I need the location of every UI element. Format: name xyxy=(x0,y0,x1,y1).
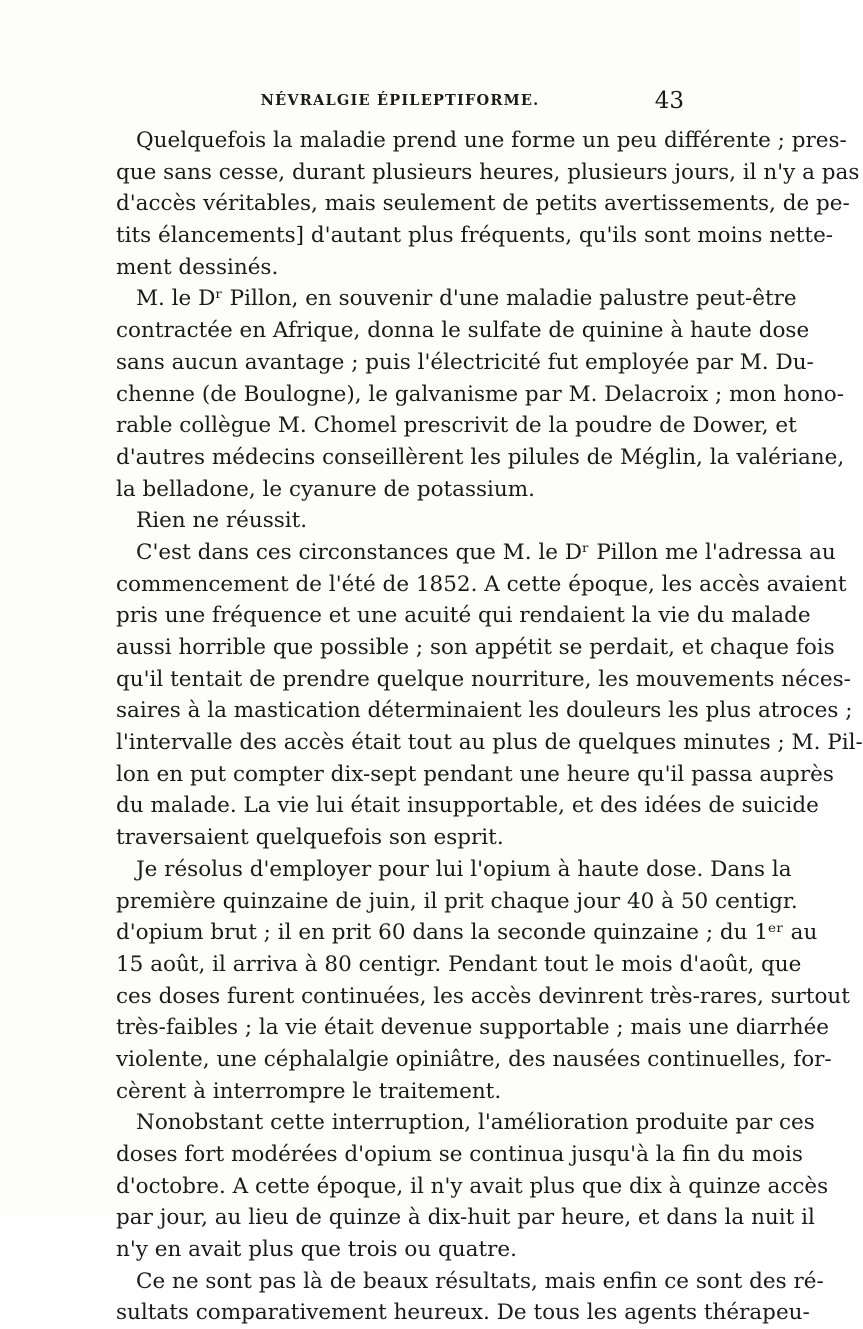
text-line: chenne (de Boulogne), le galvanisme par M. Delacroix ; mon hono- xyxy=(116,381,844,407)
text-line: aussi horrible que possible ; son appétit se perdait, et chaque fois xyxy=(116,635,835,660)
text-line: d'accès véritables, mais seulement de petits avertissements, de pe- xyxy=(116,191,850,217)
text-line: d'opium brut ; il en prit 60 dans la seconde quinzaine ; du 1ᵉʳ au xyxy=(116,920,818,946)
body-text xyxy=(116,125,863,1329)
text-line: Je résolus d'employer pour lui l'opium à haute dose. Dans la xyxy=(136,856,792,882)
text-line: Quelquefois la maladie prend une forme un peu différente ; pres- xyxy=(136,128,847,153)
text-line: sans aucun avantage ; puis l'électricité fut employée par M. Du- xyxy=(116,349,814,375)
text-line: Nonobstant cette interruption, l'amélioration produite par ces xyxy=(136,1110,815,1136)
text-line: par jour, au lieu de quinze à dix-huit par heure, et dans la nuit il xyxy=(116,1205,815,1231)
text-line: tits élancements] d'autant plus fréquents, qu'ils sont moins nette- xyxy=(116,223,834,249)
text-line: contractée en Afrique, donna le sulfate de quinine à haute dose xyxy=(116,318,810,344)
text-line: Rien ne réussit. xyxy=(136,508,308,534)
text-line: Ce ne sont pas là de beaux résultats, mais enfin ce sont des ré- xyxy=(136,1268,824,1294)
text-line: saires à la mastication déterminaient les douleurs les plus atroces ; xyxy=(116,698,853,724)
text-line: commencement de l'été de 1852. A cette époque, les accès avaient xyxy=(116,571,847,597)
text-line: sultats comparativement heureux. De tous les agents thérapeu- xyxy=(116,1300,810,1326)
text-line: n'y en avait plus que trois ou quatre. xyxy=(116,1237,517,1263)
text-line: ces doses furent continuées, les accès devinrent très-rares, surtout xyxy=(116,983,850,1009)
text-line: d'autres médecins conseillèrent les pilules de Méglin, la valériane, xyxy=(116,444,845,470)
text-line: très-faibles ; la vie était devenue supportable ; mais une diarrhée xyxy=(116,1015,830,1041)
text-line: d'octobre. A cette époque, il n'y avait plus que dix à quinze accès xyxy=(116,1173,829,1199)
text-line: violente, une céphalalgie opiniâtre, des nausées continuelles, for- xyxy=(116,1046,832,1072)
text-line: doses fort modérées d'opium se continua jusqu'à la fin du mois xyxy=(116,1142,803,1167)
text-line: 15 août, il arriva à 80 centigr. Pendant tout le mois d'août, que xyxy=(116,951,802,977)
text-line: que sans cesse, durant plusieurs heures, plusieurs jours, il n'y a pas xyxy=(116,159,860,185)
running-head xyxy=(116,88,684,116)
text-line: première quinzaine de juin, il prit chaque jour 40 à 50 centigr. xyxy=(116,888,798,914)
text-line: cèrent à interrompre le traitement. xyxy=(116,1078,502,1104)
text-line: lon en put compter dix-sept pendant une heure qu'il passa auprès xyxy=(116,761,834,787)
text-line: pris une fréquence et une acuité qui rendaient la vie du malade xyxy=(116,603,811,629)
text-line: M. le Dʳ Pillon, en souvenir d'une maladie palustre peut-être xyxy=(136,286,797,312)
running-title: NÉVRALGIE ÉPILEPTIFORME. xyxy=(260,92,540,109)
text-line: rable collègue M. Chomel prescrivit de la poudre de Dower, et xyxy=(116,413,797,439)
text-line: du malade. La vie lui était insupportable, et des idées de suicide xyxy=(116,793,819,819)
text-line: C'est dans ces circonstances que M. le Dʳ Pillon me l'adressa au xyxy=(136,539,836,565)
text-line: ment dessinés. xyxy=(116,254,279,280)
text-line: qu'il tentait de prendre quelque nourriture, les mouvements néces- xyxy=(116,666,851,692)
text-line: la belladone, le cyanure de potassium. xyxy=(116,476,535,502)
page-number: 43 xyxy=(654,88,684,114)
text-line: l'intervalle des accès était tout au plus de quelques minutes ; M. Pil- xyxy=(116,730,863,756)
text-line: traversaient quelquefois son esprit. xyxy=(116,825,504,851)
